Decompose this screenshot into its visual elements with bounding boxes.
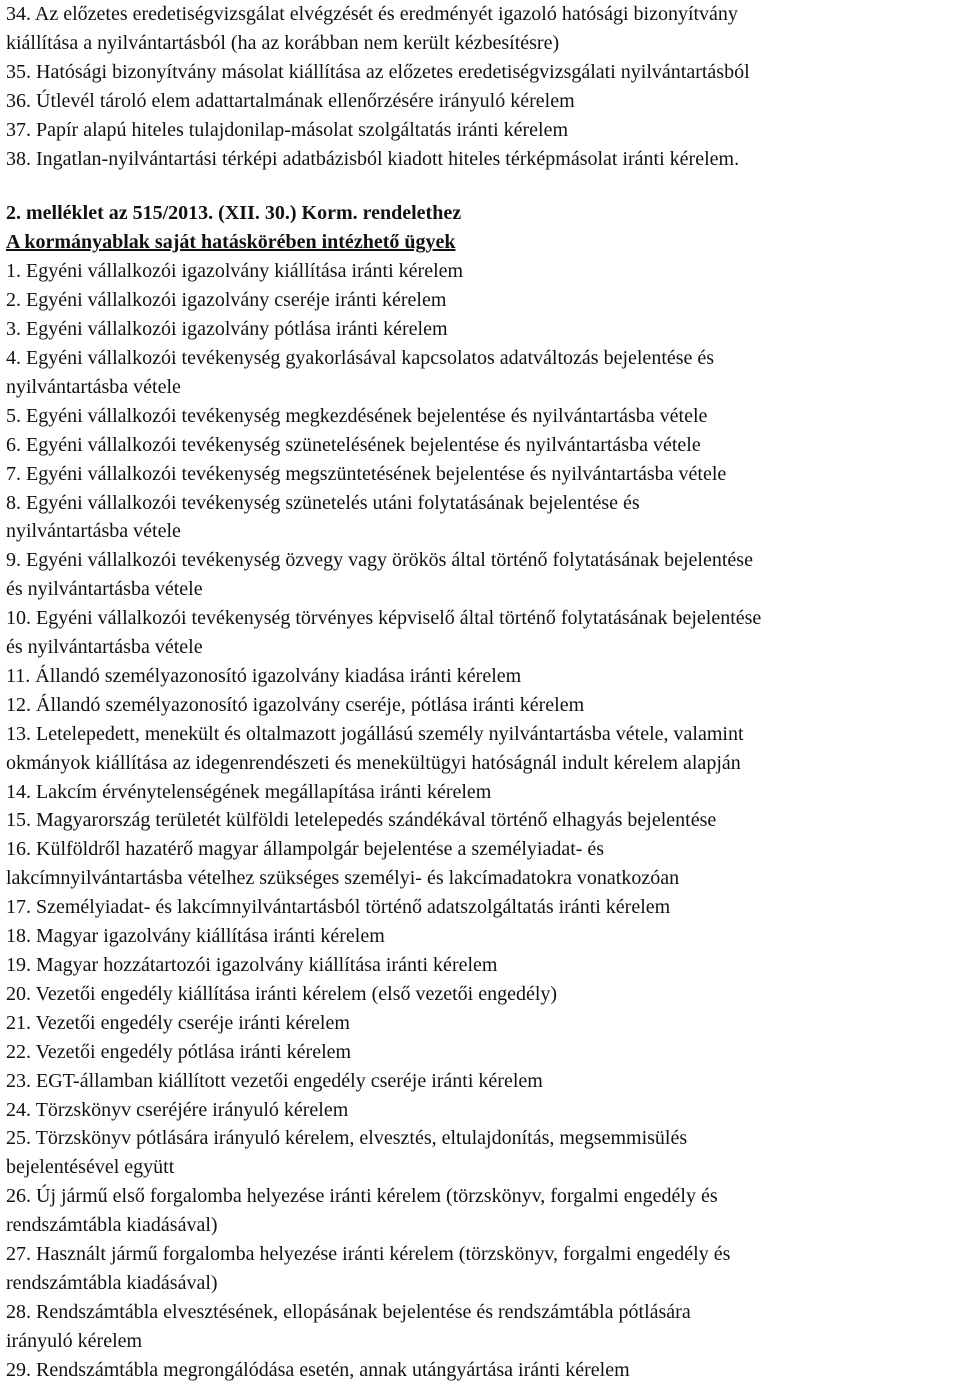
list-line: 9. Egyéni vállalkozói tevékenység özvegy vagy örökös által történő folytatásának bejelentése [6, 549, 753, 572]
list-line: nyilvántartásba vétele [6, 520, 181, 543]
list-line: rendszámtábla kiadásával) [6, 1214, 218, 1237]
list-line: 26. Új jármű első forgalomba helyezése iránti kérelem (törzskönyv, forgalmi engedély és [6, 1185, 718, 1208]
list-line: 14. Lakcím érvénytelenségének megállapítása iránti kérelem [6, 780, 492, 803]
list-line: 10. Egyéni vállalkozói tevékenység törvényes képviselő által történő folytatásának bejelentése [6, 607, 762, 630]
list-line: és nyilvántartásba vétele [6, 578, 203, 601]
annex-list [6, 257, 960, 1384]
list-line: 13. Letelepedett, menekült és oltalmazott jogállású személy nyilvántartásba vétele, valamint [6, 722, 744, 745]
annex-title: 2. melléklet az 515/2013. (XII. 30.) Korm. rendelethez [6, 202, 462, 225]
list-line: 1. Egyéni vállalkozói igazolvány kiállítása iránti kérelem [6, 260, 464, 283]
list-line: 36. Útlevél tároló elem adattartalmának ellenőrzésére irányuló kérelem [6, 89, 575, 112]
list-line: 7. Egyéni vállalkozói tevékenység megszüntetésének bejelentése és nyilvántartásba vétele [6, 462, 727, 485]
previous-section-list [6, 0, 960, 173]
list-line: 29. Rendszámtábla megrongálódása esetén, annak utángyártása iránti kérelem [6, 1358, 630, 1381]
annex-section [6, 199, 960, 1384]
list-line: 19. Magyar hozzátartozói igazolvány kiállítása iránti kérelem [6, 954, 498, 976]
list-line: 22. Vezetői engedély pótlása iránti kérelem [6, 1040, 352, 1063]
annex-subtitle: A kormányablak saját hatáskörében intézhető ügyek [6, 231, 456, 254]
list-line: 8. Egyéni vállalkozói tevékenység szünetelés utáni folytatásának bejelentése és [6, 491, 640, 514]
list-line: lakcímnyilvántartásba vételhez szükséges személyi- és lakcímadatokra vonatkozóan [6, 867, 680, 890]
list-line: 12. Állandó személyazonosító igazolvány cseréje, pótlása iránti kérelem [6, 693, 585, 716]
list-line: 15. Magyarország területét külföldi letelepedés szándékával történő elhagyás bejelentése [6, 809, 717, 832]
list-line: 38. Ingatlan-nyilvántartási térképi adatbázisból kiadott hiteles térképmásolat iránti kérelem. [6, 147, 740, 170]
list-line: 4. Egyéni vállalkozói tevékenység gyakorlásával kapcsolatos adatváltozás bejelentése és [6, 346, 715, 369]
list-line: rendszámtábla kiadásával) [6, 1271, 218, 1294]
list-line: 35. Hatósági bizonyítvány másolat kiállítása az előzetes eredetiségvizsgálati nyilvántartásból [6, 60, 750, 83]
list-line: és nyilvántartásba vétele [6, 636, 203, 659]
list-line: 16. Külföldről hazatérő magyar állampolgár bejelentése a személyiadat- és [6, 838, 605, 861]
list-line: 6. Egyéni vállalkozói tevékenység szünetelésének bejelentése és nyilvántartásba vétele [6, 433, 701, 456]
list-line: irányuló kérelem [6, 1329, 143, 1352]
list-line: 25. Törzskönyv pótlására irányuló kérelem, elvesztés, eltulajdonítás, megsemmisülés [6, 1127, 688, 1150]
list-line: 34. Az előzetes eredetiségvizsgálat elvégzését és eredményét igazoló hatósági bizonyítvány [6, 3, 738, 25]
list-line: 17. Személyiadat- és lakcímnyilvántartásból történő adatszolgáltatás iránti kérelem [6, 896, 671, 919]
list-line: bejelentésével együtt [6, 1156, 175, 1179]
list-line: 3. Egyéni vállalkozói igazolvány pótlása iránti kérelem [6, 318, 448, 341]
list-line: 18. Magyar igazolvány kiállítása iránti kérelem [6, 925, 385, 948]
list-line: 20. Vezetői engedély kiállítása iránti kérelem (első vezetői engedély) [6, 982, 558, 1005]
list-line: 11. Állandó személyazonosító igazolvány kiadása iránti kérelem [6, 664, 522, 687]
list-line: 5. Egyéni vállalkozói tevékenység megkezdésének bejelentése és nyilvántartásba vétele [6, 404, 708, 427]
list-line: 24. Törzskönyv cseréjére irányuló kérelem [6, 1098, 349, 1121]
list-line: 27. Használt jármű forgalomba helyezése iránti kérelem (törzskönyv, forgalmi engedély és [6, 1243, 731, 1266]
list-line: okmányok kiállítása az idegenrendészeti és menekültügyi hatóságnál indult kérelem alapján [6, 751, 741, 774]
list-line: nyilvántartásba vétele [6, 375, 181, 398]
section-gap [6, 173, 960, 199]
list-line: 2. Egyéni vállalkozói igazolvány cseréje iránti kérelem [6, 289, 447, 312]
list-line: 23. EGT-államban kiállított vezetői engedély cseréje iránti kérelem [6, 1069, 543, 1092]
list-line: 21. Vezetői engedély cseréje iránti kérelem [6, 1011, 350, 1034]
list-line: kiállítása a nyilvántartásból (ha az korábban nem került kézbesítésre) [6, 31, 560, 54]
list-line: 37. Papír alapú hiteles tulajdonilap-másolat szolgáltatás iránti kérelem [6, 118, 569, 141]
list-line: 28. Rendszámtábla elvesztésének, ellopásának bejelentése és rendszámtábla pótlására [6, 1300, 691, 1323]
